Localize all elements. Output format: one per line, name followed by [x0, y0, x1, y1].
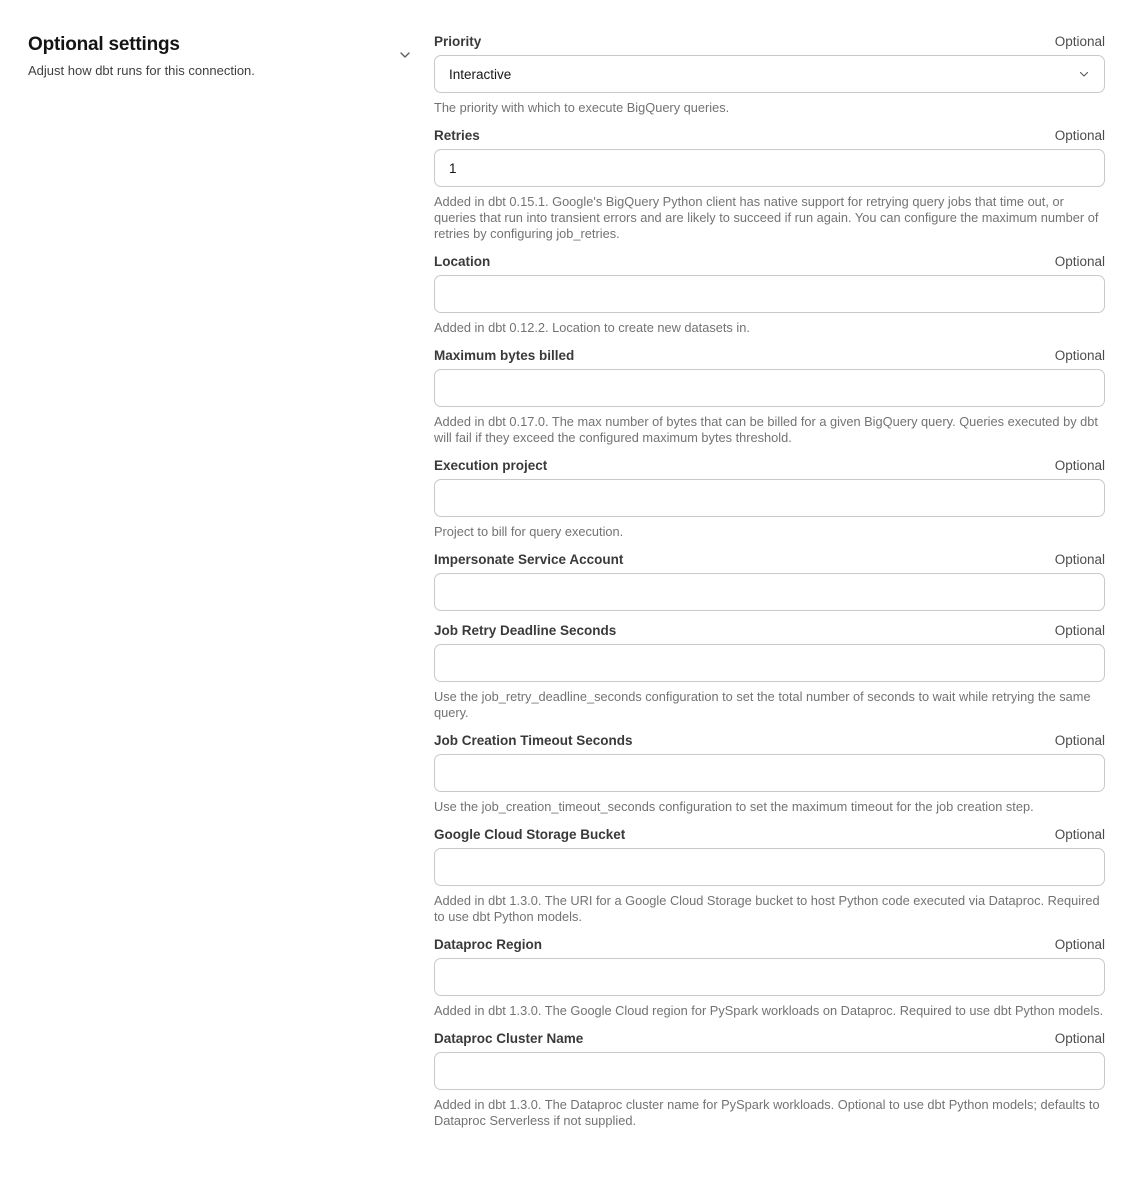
optional-badge: Optional	[1054, 1031, 1105, 1046]
form-field	[434, 458, 1105, 540]
form-field	[434, 128, 1105, 242]
field-helper-text: Added in dbt 1.3.0. The URI for a Google Cloud Storage bucket to host Python code executed via Dataproc. Required to use dbt Python models.	[434, 893, 1100, 924]
collapse-section-button[interactable]	[394, 44, 416, 66]
optional-badge: Optional	[1054, 128, 1105, 143]
field-helper-text: Added in dbt 0.15.1. Google's BigQuery Python client has native support for retrying query jobs that time out, or queries that run into transient errors and are likely to succeed if run again. You can configure the maximum number of retries by configuring job_retries.	[434, 194, 1099, 241]
field-header	[434, 1031, 1105, 1046]
section-header-text	[28, 34, 255, 78]
field-input[interactable]	[434, 275, 1105, 313]
optional-badge: Optional	[1054, 348, 1105, 363]
field-helper-text: Use the job_retry_deadline_seconds configuration to set the total number of seconds to wait while retrying the same query.	[434, 689, 1091, 720]
chevron-down-icon	[398, 48, 412, 62]
optional-badge: Optional	[1054, 937, 1105, 952]
field-input[interactable]	[434, 369, 1105, 407]
form-field	[434, 552, 1105, 611]
optional-badge: Optional	[1054, 623, 1105, 638]
field-label: Job Retry Deadline Seconds	[434, 623, 617, 638]
form-field	[434, 733, 1105, 815]
settings-form	[434, 34, 1105, 1141]
field-input[interactable]	[434, 1052, 1105, 1090]
field-header	[434, 937, 1105, 952]
optional-badge: Optional	[1054, 458, 1105, 473]
section-title: Optional settings	[28, 34, 180, 55]
field-label: Dataproc Region	[434, 937, 543, 952]
field-label: Job Creation Timeout Seconds	[434, 733, 633, 748]
field-input[interactable]	[434, 149, 1105, 187]
section-header	[28, 34, 434, 78]
field-header	[434, 623, 1105, 638]
form-field	[434, 348, 1105, 446]
select-value: Interactive	[449, 66, 512, 82]
field-header	[434, 458, 1105, 473]
field-helper-text: The priority with which to execute BigQuery queries.	[434, 100, 730, 115]
field-helper-text: Use the job_creation_timeout_seconds configuration to set the maximum timeout for the job creation step.	[434, 799, 1034, 814]
chevron-down-icon	[1078, 68, 1090, 80]
field-header	[434, 827, 1105, 842]
field-label: Impersonate Service Account	[434, 552, 624, 567]
form-field	[434, 937, 1105, 1019]
field-header	[434, 733, 1105, 748]
field-input[interactable]	[434, 958, 1105, 996]
field-input[interactable]	[434, 754, 1105, 792]
field-label: Location	[434, 254, 491, 269]
field-label: Priority	[434, 34, 482, 49]
field-helper-text: Project to bill for query execution.	[434, 524, 624, 539]
field-input[interactable]	[434, 848, 1105, 886]
field-label: Maximum bytes billed	[434, 348, 575, 363]
field-label: Google Cloud Storage Bucket	[434, 827, 626, 842]
field-header	[434, 254, 1105, 269]
field-select[interactable]	[434, 55, 1105, 93]
optional-badge: Optional	[1054, 827, 1105, 842]
optional-badge: Optional	[1054, 733, 1105, 748]
field-header	[434, 34, 1105, 49]
optional-badge: Optional	[1054, 254, 1105, 269]
optional-badge: Optional	[1054, 34, 1105, 49]
form-field	[434, 34, 1105, 116]
form-field	[434, 254, 1105, 336]
field-helper-text: Added in dbt 0.17.0. The max number of bytes that can be billed for a given BigQuery query. Queries executed by dbt will fail if they exceed the configured maximum bytes threshold.	[434, 414, 1098, 445]
optional-badge: Optional	[1054, 552, 1105, 567]
field-input[interactable]	[434, 644, 1105, 682]
section-subtitle: Adjust how dbt runs for this connection.	[28, 63, 255, 78]
field-input[interactable]	[434, 573, 1105, 611]
field-helper-text: Added in dbt 1.3.0. The Google Cloud region for PySpark workloads on Dataproc. Required to use dbt Python models.	[434, 1003, 1104, 1018]
field-label: Retries	[434, 128, 480, 143]
field-label: Execution project	[434, 458, 548, 473]
form-field	[434, 827, 1105, 925]
form-field	[434, 1031, 1105, 1129]
field-input[interactable]	[434, 479, 1105, 517]
field-helper-text: Added in dbt 1.3.0. The Dataproc cluster name for PySpark workloads. Optional to use dbt Python models; defaults to Dataproc Serverless if not supplied.	[434, 1097, 1100, 1128]
field-header	[434, 348, 1105, 363]
field-header	[434, 552, 1105, 567]
field-helper-text: Added in dbt 0.12.2. Location to create new datasets in.	[434, 320, 750, 335]
field-header	[434, 128, 1105, 143]
form-field	[434, 623, 1105, 721]
field-label: Dataproc Cluster Name	[434, 1031, 584, 1046]
